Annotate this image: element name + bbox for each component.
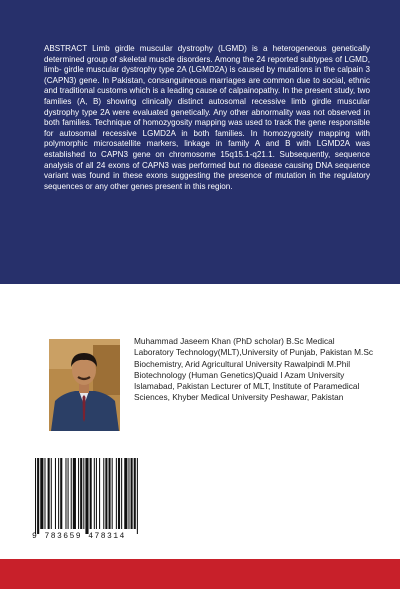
barcode-bar	[83, 458, 84, 529]
barcode-bar	[121, 458, 122, 529]
barcode-bar	[112, 458, 113, 529]
barcode-bar	[60, 458, 62, 529]
barcode-bar	[137, 458, 138, 534]
author-bio-text: Muhammad Jaseem Khan (PhD scholar) B.Sc Medical Laboratory Technology(MLT),University of Punjab, Pakistan M.Sc Biochemistry, Arid Agricultural University Rawalpindi M.Phil Biotechnology (Human Genetics)Quaid I Azam University Islamabad, Pakistan Lecturer of MLT, Institute of Paramedical Sciences, Khyber Medical University Peshawar, Pakistan	[134, 336, 374, 403]
barcode-bar	[105, 458, 107, 529]
barcode-bars	[33, 458, 169, 534]
bottom-color-bar	[0, 559, 400, 589]
barcode-bar	[71, 458, 72, 529]
abstract-text: ABSTRACT Limb girdle muscular dystrophy (LGMD) is a heterogeneous genetically determined group of skeletal muscle disorders. Among the 24 reported subtypes of LGMD, limb- girdle muscular dystrophy type 2A (LGMD2A) is caused by mutations in the calpain 3 (CAPN3) gene. In Pakistan, consanguineous marriages are common due to social, ethnic and traditional customs which is a leading cause of calpainopathy. In the present study, two families (A, B) showing clinically distinct autosomal recessive limb girdle muscular dystrophy type 2A were evaluated genetically. Any other abnormality was not observed in both families. Technique of homozygosity mapping was used to track the gene responsible for autosomal recessive LGMD2A in both families. In homozygosity mapping with polymorphic microsatellite markers, linkage in family A and B with LGMD2A was established to CAPN3 gene on chromosome 15q15.1-q21.1. Subsequently, sequence analysis of all 24 exons of CAPN3 was performed but no disease causing DNA sequence variant was found in these exons suggesting the presence of mutation in the regulatory sequences or any other genes present in this region.	[44, 44, 370, 191]
barcode-bar	[73, 458, 76, 529]
isbn-barcode	[30, 455, 172, 559]
barcode-bar	[90, 458, 92, 529]
barcode-bar	[78, 458, 79, 529]
barcode-bar	[128, 458, 129, 529]
barcode-bar	[116, 458, 117, 529]
barcode-bar	[124, 458, 127, 529]
barcode-bar	[96, 458, 97, 529]
barcode-bar	[118, 458, 120, 529]
barcode-bar	[37, 458, 39, 534]
barcode-bar	[48, 458, 50, 529]
barcode-bar	[103, 458, 104, 529]
barcode-bar	[68, 458, 69, 529]
barcode-bar	[99, 458, 100, 529]
barcode-bar	[65, 458, 66, 529]
barcode-bar	[55, 458, 56, 529]
barcode-bar	[109, 458, 111, 529]
barcode-bar	[44, 458, 45, 529]
barcode-bar	[35, 458, 36, 534]
barcode-bar	[80, 458, 82, 529]
barcode-bar	[94, 458, 95, 529]
barcode-bar	[58, 458, 59, 529]
isbn-number: 9 783659 478314	[32, 532, 126, 541]
barcode-bar	[134, 458, 136, 529]
barcode-bar	[131, 458, 133, 529]
barcode-bar	[40, 458, 43, 529]
author-photo	[49, 339, 120, 431]
barcode-bar	[85, 458, 88, 534]
barcode-bar	[51, 458, 52, 529]
abstract-panel	[0, 0, 400, 284]
